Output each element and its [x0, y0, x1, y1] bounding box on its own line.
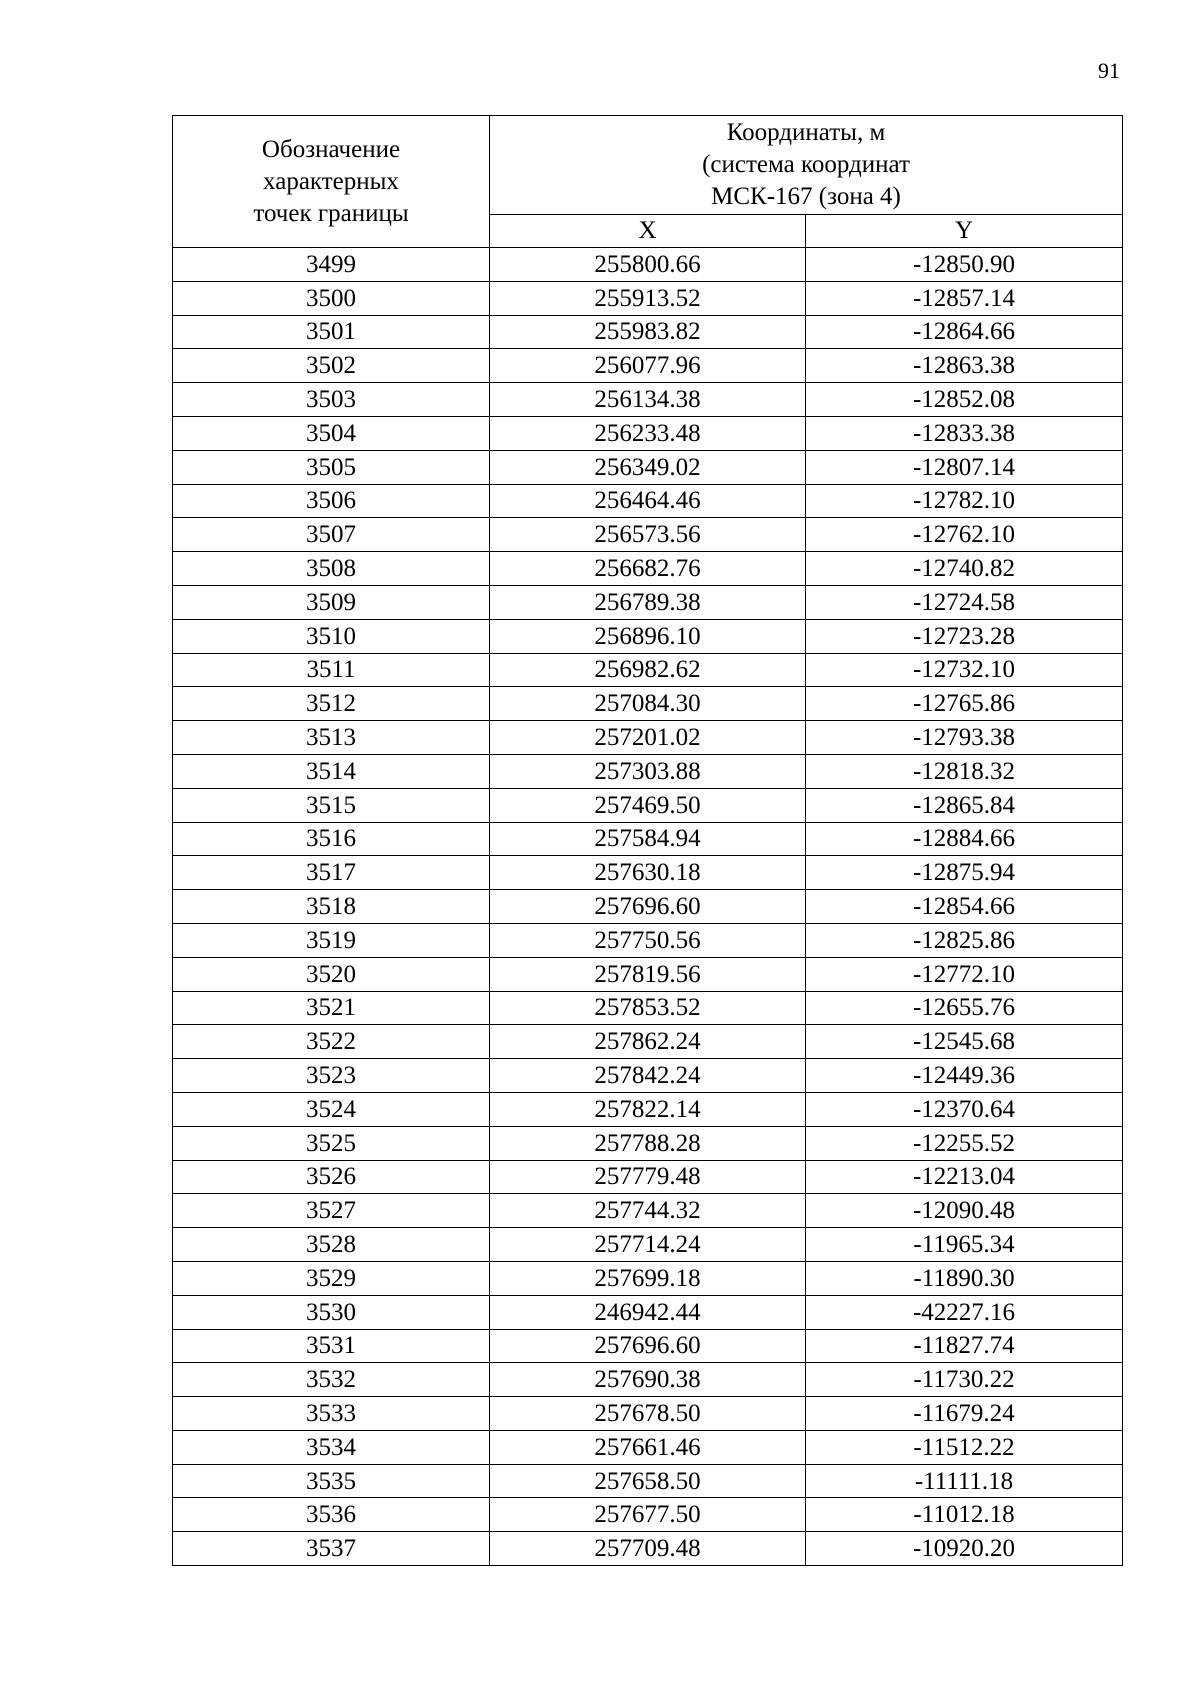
x-coordinate-cell: 257677.50 — [490, 1498, 806, 1532]
point-id-cell: 3508 — [173, 552, 490, 586]
table-row — [173, 1092, 1123, 1126]
table-row — [173, 281, 1123, 315]
x-coordinate-cell: 257696.60 — [490, 890, 806, 924]
point-id-cell: 3523 — [173, 1059, 490, 1093]
point-id-cell: 3502 — [173, 349, 490, 383]
table-row — [173, 856, 1123, 890]
table-row — [173, 383, 1123, 417]
y-coordinate-cell: -11679.24 — [806, 1397, 1123, 1431]
y-coordinate-cell: -12854.66 — [806, 890, 1123, 924]
y-coordinate-cell: -12723.28 — [806, 619, 1123, 653]
y-coordinate-cell: -12255.52 — [806, 1126, 1123, 1160]
x-coordinate-cell: 257788.28 — [490, 1126, 806, 1160]
x-coordinate-cell: 255800.66 — [490, 248, 806, 282]
x-coordinate-cell: 257819.56 — [490, 957, 806, 991]
table-row — [173, 1228, 1123, 1262]
y-coordinate-cell: -11827.74 — [806, 1329, 1123, 1363]
table-row — [173, 315, 1123, 349]
x-coordinate-cell: 256682.76 — [490, 552, 806, 586]
point-id-cell: 3531 — [173, 1329, 490, 1363]
point-id-cell: 3527 — [173, 1194, 490, 1228]
x-coordinate-cell: 257303.88 — [490, 754, 806, 788]
point-id-cell: 3505 — [173, 450, 490, 484]
x-coordinate-cell: 257842.24 — [490, 1059, 806, 1093]
point-id-cell: 3500 — [173, 281, 490, 315]
y-coordinate-cell: -12732.10 — [806, 653, 1123, 687]
points-column-header: Обозначение характерных точек границы — [173, 116, 490, 248]
y-coordinate-cell: -12090.48 — [806, 1194, 1123, 1228]
x-coordinate-cell: 257678.50 — [490, 1397, 806, 1431]
table-row — [173, 1059, 1123, 1093]
x-coordinate-cell: 257469.50 — [490, 788, 806, 822]
y-coordinate-cell: -12724.58 — [806, 585, 1123, 619]
y-coordinate-cell: -12772.10 — [806, 957, 1123, 991]
table-row — [173, 923, 1123, 957]
y-coordinate-cell: -12655.76 — [806, 991, 1123, 1025]
x-coordinate-cell: 257714.24 — [490, 1228, 806, 1262]
x-coordinate-cell: 255983.82 — [490, 315, 806, 349]
point-id-cell: 3520 — [173, 957, 490, 991]
y-coordinate-cell: -12818.32 — [806, 754, 1123, 788]
table-row — [173, 416, 1123, 450]
table-row — [173, 1295, 1123, 1329]
point-id-cell: 3528 — [173, 1228, 490, 1262]
y-coordinate-cell: -12864.66 — [806, 315, 1123, 349]
point-id-cell: 3530 — [173, 1295, 490, 1329]
point-id-cell: 3535 — [173, 1464, 490, 1498]
x-coordinate-cell: 256573.56 — [490, 518, 806, 552]
table-row — [173, 653, 1123, 687]
x-coordinate-cell: 257201.02 — [490, 721, 806, 755]
point-id-cell: 3537 — [173, 1532, 490, 1566]
y-coordinate-cell: -10920.20 — [806, 1532, 1123, 1566]
table-row — [173, 1498, 1123, 1532]
x-coordinate-cell: 257630.18 — [490, 856, 806, 890]
point-id-cell: 3529 — [173, 1261, 490, 1295]
y-coordinate-cell: -12213.04 — [806, 1160, 1123, 1194]
x-column-header: X — [490, 215, 806, 248]
y-coordinate-cell: -12449.36 — [806, 1059, 1123, 1093]
y-coordinate-cell: -12852.08 — [806, 383, 1123, 417]
table-row — [173, 991, 1123, 1025]
point-id-cell: 3532 — [173, 1363, 490, 1397]
y-coordinate-cell: -12865.84 — [806, 788, 1123, 822]
y-coordinate-cell: -12857.14 — [806, 281, 1123, 315]
x-coordinate-cell: 257750.56 — [490, 923, 806, 957]
table-row — [173, 1464, 1123, 1498]
table-row — [173, 450, 1123, 484]
table-row — [173, 349, 1123, 383]
x-coordinate-cell: 256896.10 — [490, 619, 806, 653]
y-coordinate-cell: -12833.38 — [806, 416, 1123, 450]
page-number: 91 — [1098, 58, 1120, 83]
point-id-cell: 3522 — [173, 1025, 490, 1059]
coordinates-table — [172, 115, 1123, 1566]
y-coordinate-cell: -12762.10 — [806, 518, 1123, 552]
x-coordinate-cell: 256134.38 — [490, 383, 806, 417]
x-coordinate-cell: 256349.02 — [490, 450, 806, 484]
table-row — [173, 585, 1123, 619]
table-row — [173, 890, 1123, 924]
point-id-cell: 3515 — [173, 788, 490, 822]
table-row — [173, 1397, 1123, 1431]
x-coordinate-cell: 256233.48 — [490, 416, 806, 450]
point-id-cell: 3511 — [173, 653, 490, 687]
point-id-cell: 3509 — [173, 585, 490, 619]
point-id-cell: 3507 — [173, 518, 490, 552]
y-coordinate-cell: -12782.10 — [806, 484, 1123, 518]
y-coordinate-cell: -12793.38 — [806, 721, 1123, 755]
table-row — [173, 619, 1123, 653]
table-row — [173, 518, 1123, 552]
point-id-cell: 3524 — [173, 1092, 490, 1126]
y-coordinate-cell: -12825.86 — [806, 923, 1123, 957]
point-id-cell: 3521 — [173, 991, 490, 1025]
y-coordinate-cell: -11111.18 — [806, 1464, 1123, 1498]
x-coordinate-cell: 257699.18 — [490, 1261, 806, 1295]
table-row — [173, 1261, 1123, 1295]
y-coordinate-cell: -12884.66 — [806, 822, 1123, 856]
y-coordinate-cell: -11965.34 — [806, 1228, 1123, 1262]
point-id-cell: 3503 — [173, 383, 490, 417]
table-row — [173, 957, 1123, 991]
y-coordinate-cell: -12807.14 — [806, 450, 1123, 484]
x-coordinate-cell: 257853.52 — [490, 991, 806, 1025]
y-coordinate-cell: -12875.94 — [806, 856, 1123, 890]
y-coordinate-cell: -11730.22 — [806, 1363, 1123, 1397]
table-row — [173, 788, 1123, 822]
y-coordinate-cell: -11512.22 — [806, 1430, 1123, 1464]
x-coordinate-cell: 255913.52 — [490, 281, 806, 315]
y-coordinate-cell: -12863.38 — [806, 349, 1123, 383]
table-row — [173, 1194, 1123, 1228]
y-coordinate-cell: -42227.16 — [806, 1295, 1123, 1329]
point-id-cell: 3525 — [173, 1126, 490, 1160]
x-coordinate-cell: 257744.32 — [490, 1194, 806, 1228]
y-coordinate-cell: -11890.30 — [806, 1261, 1123, 1295]
table-row — [173, 822, 1123, 856]
table-row — [173, 1160, 1123, 1194]
point-id-cell: 3517 — [173, 856, 490, 890]
y-coordinate-cell: -12740.82 — [806, 552, 1123, 586]
point-id-cell: 3499 — [173, 248, 490, 282]
point-id-cell: 3506 — [173, 484, 490, 518]
point-id-cell: 3514 — [173, 754, 490, 788]
table-row — [173, 1126, 1123, 1160]
point-id-cell: 3516 — [173, 822, 490, 856]
point-id-cell: 3526 — [173, 1160, 490, 1194]
table-row — [173, 1532, 1123, 1566]
point-id-cell: 3504 — [173, 416, 490, 450]
point-id-cell: 3536 — [173, 1498, 490, 1532]
x-coordinate-cell: 256464.46 — [490, 484, 806, 518]
x-coordinate-cell: 246942.44 — [490, 1295, 806, 1329]
table-row — [173, 754, 1123, 788]
y-coordinate-cell: -12765.86 — [806, 687, 1123, 721]
point-id-cell: 3534 — [173, 1430, 490, 1464]
y-coordinate-cell: -12545.68 — [806, 1025, 1123, 1059]
y-coordinate-cell: -12850.90 — [806, 248, 1123, 282]
x-coordinate-cell: 256077.96 — [490, 349, 806, 383]
x-coordinate-cell: 257709.48 — [490, 1532, 806, 1566]
point-id-cell: 3512 — [173, 687, 490, 721]
table-row — [173, 552, 1123, 586]
y-coordinate-cell: -12370.64 — [806, 1092, 1123, 1126]
table-row — [173, 248, 1123, 282]
point-id-cell: 3501 — [173, 315, 490, 349]
table-row — [173, 484, 1123, 518]
x-coordinate-cell: 257690.38 — [490, 1363, 806, 1397]
y-coordinate-cell: -11012.18 — [806, 1498, 1123, 1532]
x-coordinate-cell: 256789.38 — [490, 585, 806, 619]
x-coordinate-cell: 256982.62 — [490, 653, 806, 687]
table-header-row — [173, 116, 1123, 215]
point-id-cell: 3533 — [173, 1397, 490, 1431]
x-coordinate-cell: 257584.94 — [490, 822, 806, 856]
x-coordinate-cell: 257661.46 — [490, 1430, 806, 1464]
table-row — [173, 687, 1123, 721]
table-row — [173, 1430, 1123, 1464]
point-id-cell: 3518 — [173, 890, 490, 924]
point-id-cell: 3510 — [173, 619, 490, 653]
y-column-header: Y — [806, 215, 1123, 248]
table-body — [173, 248, 1123, 1566]
x-coordinate-cell: 257084.30 — [490, 687, 806, 721]
table-row — [173, 1025, 1123, 1059]
x-coordinate-cell: 257696.60 — [490, 1329, 806, 1363]
x-coordinate-cell: 257779.48 — [490, 1160, 806, 1194]
x-coordinate-cell: 257658.50 — [490, 1464, 806, 1498]
table-row — [173, 721, 1123, 755]
x-coordinate-cell: 257862.24 — [490, 1025, 806, 1059]
x-coordinate-cell: 257822.14 — [490, 1092, 806, 1126]
coordinates-column-header: Координаты, м (система координат МСК-167 (зона 4) — [490, 116, 1123, 215]
point-id-cell: 3513 — [173, 721, 490, 755]
table-row — [173, 1363, 1123, 1397]
point-id-cell: 3519 — [173, 923, 490, 957]
table-row — [173, 1329, 1123, 1363]
